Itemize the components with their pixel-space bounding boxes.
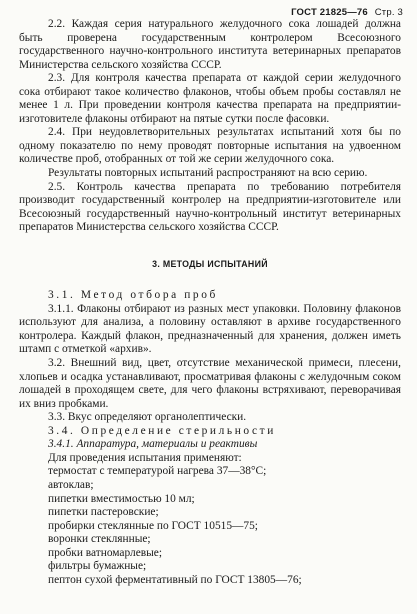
- paragraph-3-3: 3.3. Вкус определяют органолептически.: [48, 411, 247, 424]
- list-item: пробки ватномарлевые;: [48, 546, 163, 559]
- document-body: [19, 18, 401, 587]
- paragraph-2-4-results: Результаты повторных испытаний распространяют на всю серию.: [48, 167, 368, 180]
- list-item: автоклав;: [48, 478, 94, 491]
- paragraph-2-5: 2.5. Контроль качества препарата по требованию потребителя производит государственный контролер на предприятии-изготовителе или Всесоюзный государственный научно-контрольный институт ветеринарных препаратов Министерства сельского хозяйства СССР.: [19, 180, 401, 234]
- heading-3-1: 3.1. Метод отбора проб: [48, 289, 218, 302]
- list-item: пипетки вместимостью 10 мл;: [48, 492, 195, 505]
- equipment-intro: Для проведения испытания применяют:: [48, 451, 242, 464]
- list-item: фильтры бумажные;: [48, 560, 147, 573]
- paragraph-3-2: 3.2. Внешний вид, цвет, отсутствие механической примеси, плесени, хлопьев и осадка устанавливают, просматривая флаконы с желудочным соком лошадей в проходящем свете, для чего флаконы встряхивают, переворачивая их вниз пробками.: [19, 357, 401, 410]
- list-item: пипетки пастеровские;: [48, 506, 159, 519]
- paragraph-2-4: 2.4. При неудовлетворительных результатах испытаний хотя бы по одному показателю по нему проводят повторные испытания на удвоенном количестве проб, отобранных от той же серии желудочного сока.: [19, 126, 401, 166]
- list-item: термостат с температурой нагрева 37—38°С;: [48, 465, 267, 478]
- paragraph-3-1-1: 3.1.1. Флаконы отбирают из разных мест упаковки. Половину флаконов используют для анализа, а половину оставляют в архиве государственного контролера. Каждый флакон, предназначенный для хранения, должен иметь штамп с отметкой «архив».: [19, 302, 401, 356]
- list-item: пробирки стеклянные по ГОСТ 10515—75;: [48, 519, 258, 532]
- list-item: пептон сухой ферментативный по ГОСТ 13805—76;: [48, 573, 302, 586]
- list-item: воронки стеклянные;: [48, 533, 151, 546]
- equipment-list: [19, 465, 401, 587]
- heading-3-4-1: 3.4.1. Аппаратура, материалы и реактивы: [48, 438, 258, 451]
- section-title: 3. МЕТОДЫ ИСПЫТАНИЙ: [152, 258, 268, 269]
- page-number: Стр. 3: [374, 7, 403, 18]
- standard-number: ГОСТ 21825—76: [291, 7, 368, 18]
- paragraph-2-2: 2.2. Каждая серия натурального желудочного сока лошадей должна быть проверена государственным контролером Всесоюзного государственного научно-контрольного института ветеринарных препаратов Министерства сельского хозяйства СССР.: [19, 18, 401, 71]
- heading-3-4: 3.4. Определение стерильности: [48, 424, 276, 437]
- paragraph-2-3: 2.3. Для контроля качества препарата от каждой серии желудочного сока отбирают такое количество флаконов, чтобы объем пробы составлял не менее 1 л. При проведении контроля качества препарата на предприятии-изготовителе флаконы отбирают на пятые сутки после фасовки.: [19, 72, 401, 125]
